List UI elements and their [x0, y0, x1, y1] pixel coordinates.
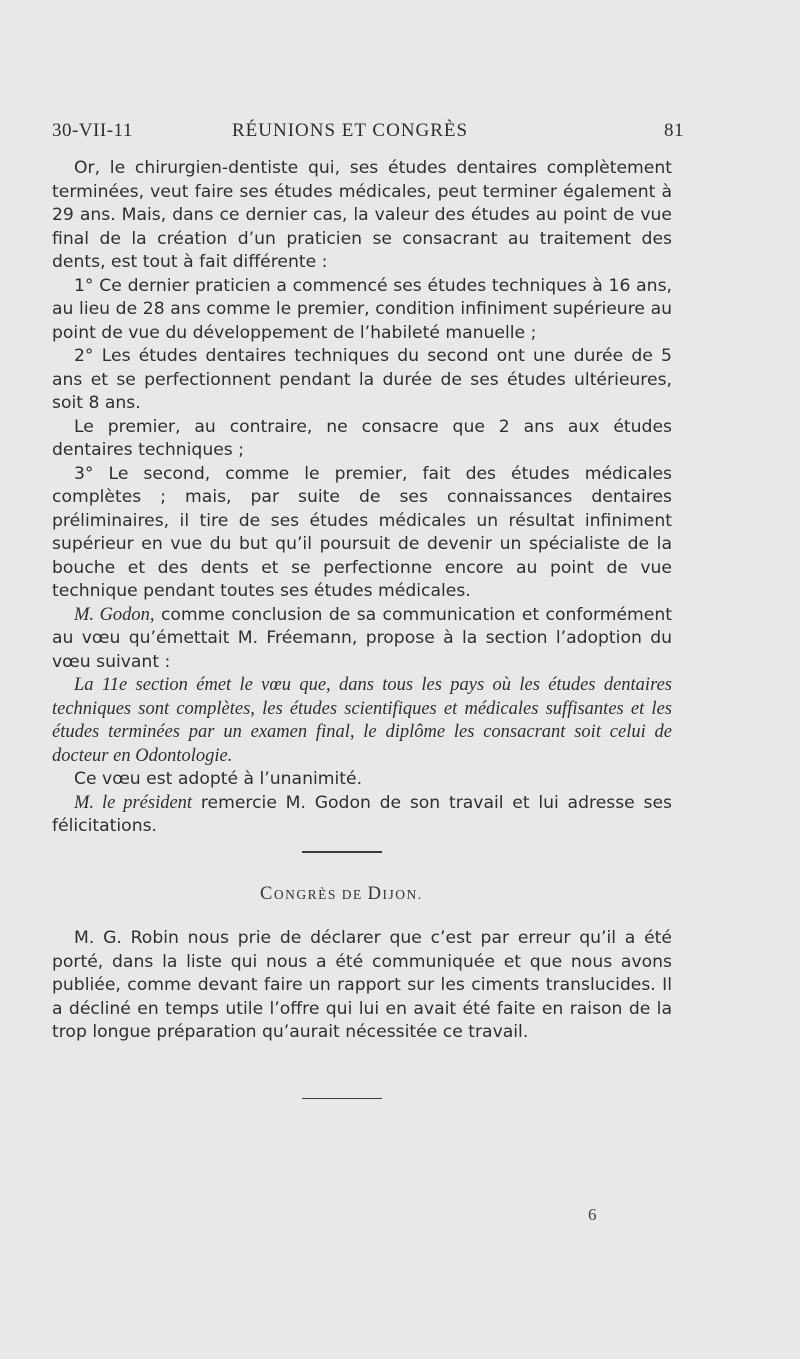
- section-text: [52, 927, 672, 1045]
- main-text: [52, 157, 672, 839]
- paragraph-1: Or, le chirurgien-dentiste qui, ses études dentaires complètement terminées, veut faire ses études médicales, peut terminer également à 29 ans. Mais, dans ce dernier cas, la valeur des études au point de vue final de la création d’un praticien se consacrant au traitement des dents, est tout à fait différente :: [52, 158, 672, 272]
- end-divider: [302, 1098, 382, 1099]
- section-divider: [302, 851, 382, 853]
- signature-mark: 6: [588, 1205, 597, 1224]
- section-heading: CONGRÈS DE DIJON.: [260, 884, 423, 904]
- paragraph-2: 1° Ce dernier praticien a commencé ses études techniques à 16 ans, au lieu de 28 ans comme le premier, condition infiniment supérieure au point de vue du développement de l’habileté manuelle ;: [52, 275, 672, 343]
- header-title: RÉUNIONS ET CONGRÈS: [232, 120, 469, 141]
- paragraph-9-text: remercie M. Godon de son travail et lui adresse ses félicitations.: [52, 792, 672, 836]
- paragraph-5: 3° Le second, comme le premier, fait des études médicales complètes ; mais, par suite de ses connaissances dentaires préliminaires, il tire de ses études médicales un résultat infiniment supérieur en vue du but qu’il poursuit de devenir un spécialiste de la bouche et des dents et se perfectionne encore au point de vue technique pendant toutes ses études médicales.: [52, 463, 672, 601]
- president-label: M. le président: [74, 792, 193, 813]
- robin-paragraph: M. G. Robin nous prie de déclarer que c’est par erreur qu’il a été porté, dans la liste qui nous a été communiquée et que nous avons publiée, comme devant faire un rapport sur les ciments translucides. Il a décliné en temps utile l’offre qui lui en avait été faite en raison de la trop longue préparation qu’aurait nécessitée ce travail.: [52, 928, 672, 1042]
- paragraph-9: [52, 792, 672, 839]
- page-number: 81: [664, 120, 684, 141]
- resolution-text: La 11e section émet le vœu que, dans tous les pays où les études dentaires techniques sont complètes, les études scientifiques et médicales suffisantes et les études terminées par un examen final, le diplôme les consacrant soit celui de docteur en Odontologie.: [52, 675, 672, 766]
- paragraph-6-text: comme conclusion de sa communication et conformément au vœu qu’émettait M. Fréemann, propose à la section l’adoption du vœu suivant :: [52, 604, 672, 672]
- paragraph-8: Ce vœu est adopté à l’unanimité.: [74, 769, 363, 789]
- paragraph-3: 2° Les études dentaires techniques du second ont une durée de 5 ans et se perfectionnent pendant la durée de ses études ultérieures, soit 8 ans.: [52, 346, 672, 413]
- speaker-name: M. Godon,: [74, 604, 155, 625]
- header-date: 30-VII-11: [52, 120, 133, 141]
- paragraph-6: [52, 604, 672, 675]
- paragraph-4: Le premier, au contraire, ne consacre que 2 ans aux études dentaires techniques ;: [52, 416, 672, 460]
